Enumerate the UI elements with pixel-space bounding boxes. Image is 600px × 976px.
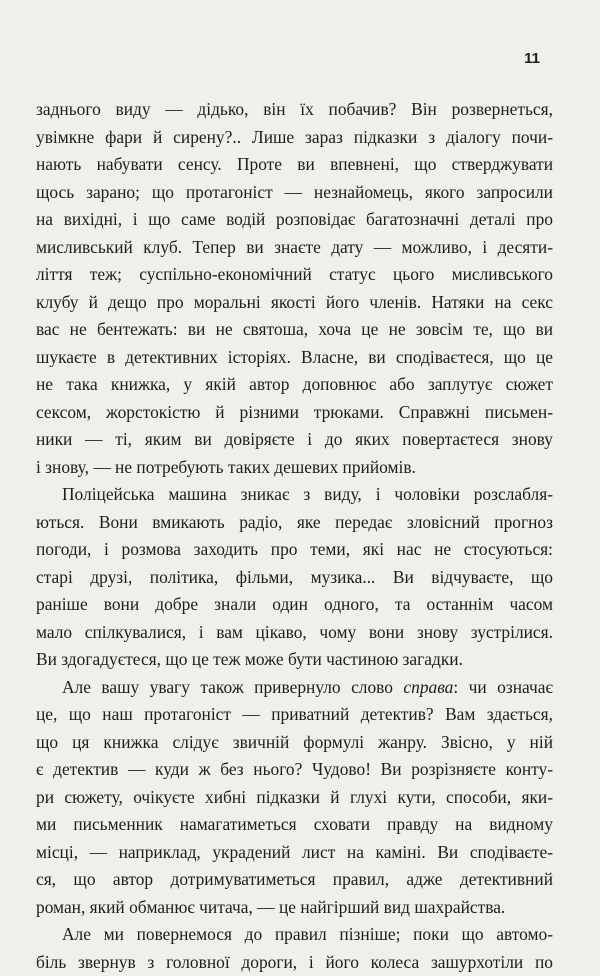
text-line: клубу й дещо про моральні якості його членів. Натяки на секс <box>36 289 553 317</box>
text-line: ники — ті, яким ви довіряєте і до яких повертаєтеся знову <box>36 426 553 454</box>
text-line: мало спілкувалися, і вам цікаво, чому вони знову зустрілися. <box>36 619 553 647</box>
text-line: сексом, жорстокістю й різними трюками. Справжні письмен- <box>36 399 553 427</box>
text-line: що ця книжка слідує звичній формулі жанру. Звісно, у ній <box>36 729 553 757</box>
text-line: на вихідні, і що саме водій розповідає багатозначні деталі про <box>36 206 553 234</box>
text-line: погоди, і розмова заходить про теми, які нас не стосуються: <box>36 536 553 564</box>
text-line: і знову, — не потребують таких дешевих прийомів. <box>36 454 553 482</box>
text-line: роман, який обманює читача, — це найгірший вид шахрайства. <box>36 894 553 922</box>
text-line: увімкне фари й сирену?.. Лише зараз підказки з діалогу почи- <box>36 124 553 152</box>
text-line: ліття теж; суспільно-економічний статус цього мисливського <box>36 261 553 289</box>
text-line: Але вашу увагу також привернуло слово справа: чи означає <box>36 674 553 702</box>
page-number: 11 <box>524 50 540 67</box>
text-line: раніше вони добре знали один одного, та останнім часом <box>36 591 553 619</box>
body-text <box>36 96 553 976</box>
text-line: є детектив — куди ж без нього? Чудово! Ви розрізняєте конту- <box>36 756 553 784</box>
text-line: ми письменник намагатиметься сховати правду на видному <box>36 811 553 839</box>
text-line: шукаєте в детективних історіях. Власне, ви сподіваєтеся, що це <box>36 344 553 372</box>
text-line: старі друзі, політика, фільми, музика... Ви відчуваєте, що <box>36 564 553 592</box>
text-line: Поліцейська машина зникає з виду, і чоловіки розслабля- <box>36 481 553 509</box>
text-line: біль звернув з головної дороги, і його колеса зашурхотіли по <box>36 949 553 976</box>
emphasized-word: справа <box>403 677 453 697</box>
text-line: ються. Вони вмикають радіо, яке передає зловісний прогноз <box>36 509 553 537</box>
text-line: Але ми повернемося до правил пізніше; поки що автомо- <box>36 921 553 949</box>
text-line: не така книжка, у якій автор доповнює або заплутує сюжет <box>36 371 553 399</box>
text-line: це, що наш протагоніст — приватний детектив? Вам здається, <box>36 701 553 729</box>
text-line: щось зарано; що протагоніст — незнайомець, якого запросили <box>36 179 553 207</box>
text-line: мисливський клуб. Тепер ви знаєте дату — можливо, і десяти- <box>36 234 553 262</box>
text-line: місці, — наприклад, украдений лист на каміні. Ви сподіваєте- <box>36 839 553 867</box>
text-line: ри сюжету, очікуєте хибні підказки й глухі кути, способи, яки- <box>36 784 553 812</box>
text-line: вас не бентежать: ви не святоша, хоча це не зовсім те, що ви <box>36 316 553 344</box>
text-line: Ви здогадуєтеся, що це теж може бути частиною загадки. <box>36 646 553 674</box>
text-line: ся, що автор дотримуватиметься правил, адже детективний <box>36 866 553 894</box>
text-line: заднього виду — дідько, він їх побачив? Він розвернеться, <box>36 96 553 124</box>
text-line: нають набувати сенсу. Проте ви впевнені, що стверджувати <box>36 151 553 179</box>
